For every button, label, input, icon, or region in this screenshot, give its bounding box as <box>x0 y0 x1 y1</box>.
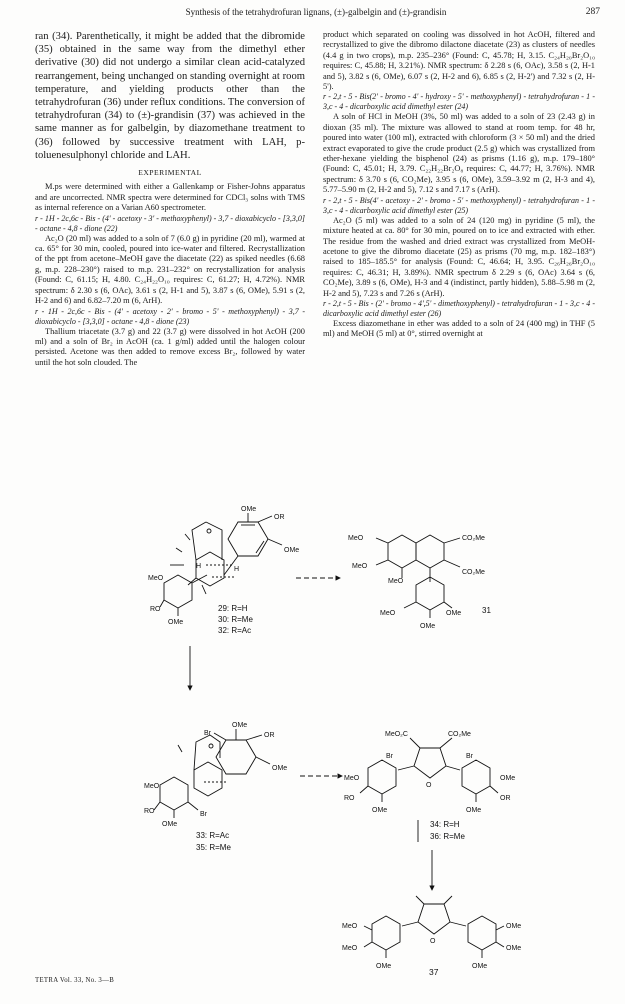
structure-29-30-32 <box>170 513 282 594</box>
meo-label: MeO <box>342 945 358 952</box>
ro-label: RO <box>150 606 161 613</box>
br-label: Br <box>386 753 393 760</box>
br-label: Br <box>466 753 473 760</box>
compound-30-label: 30: R=Me <box>218 615 253 624</box>
page-number: 287 <box>585 7 600 17</box>
ome-label: OMe <box>168 619 184 626</box>
ome-label: OMe <box>446 610 462 617</box>
compound-35-label: 35: R=Me <box>196 843 231 852</box>
running-title: Synthesis of the tetrahydrofuran lignans, (±)-galbelgin and (±)-grandisin <box>185 7 447 17</box>
ome-label: OMe <box>420 623 436 630</box>
meo-label: MeO <box>388 578 404 585</box>
ome-label: OMe <box>472 963 488 970</box>
meo-label: MeO <box>352 563 368 570</box>
structure-31 <box>376 535 460 618</box>
h-label: H <box>234 566 240 573</box>
ome-label: OMe <box>500 775 516 782</box>
compound-26-body: Excess diazomethane in ether was added to a soln of 24 (400 mg) in THF (5 ml) and MeOH (5 ml) at 0°, stirred overnight at <box>323 318 595 339</box>
compound-32-label: 32: R=Ac <box>218 626 252 635</box>
general-methods: M.ps were determined with either a Gallenkamp or Fisher-Johns apparatus and are uncorrected. NMR spectra were determined for CDCl₃ solns with TMS as internal reference on a Varian A60 spectrometer. <box>35 182 305 213</box>
continued-paragraph: product which separated on cooling was dissolved in hot AcOH, filtered and recrystallized to give the dibromo dilactone diacetate (23) as clusters of needles (4.4 g in two crops), m.p. 235–236° (Found: C, 45.78; H, 3.15. C₂₄H₂₀Br₂O₁₀ requires: C, 45.88; H, 3.21%). NMR spectrum: δ 2.28 s (6, OAc), 3.58 s (2, H-1 and 5), 3.82 s (6, OMe), 6.07 s (2, H-2 and 6), 6.85 s (2, H-2') and 7.32 s (2, H-5'). <box>323 30 595 92</box>
compound-36-label: 36: R=Me <box>430 832 465 841</box>
or-label: OR <box>500 795 511 802</box>
ome-label: OMe <box>466 807 482 814</box>
co2me-label: CO₂Me <box>462 569 485 576</box>
compound-37-label: 37 <box>429 967 439 977</box>
compound-29-label: 29: R=H <box>218 604 248 613</box>
ome-label: OMe <box>372 807 388 814</box>
meo-label: MeO <box>380 610 396 617</box>
compound-26-title: r - 2,t - 5 - Bis - (2' - bromo - 4',5' - dimethoxyphenyl) - tetrahydrofuran - 1 - 3,c - 4 - dicarboxylic acid dimethyl ester (26) <box>323 298 595 318</box>
structure-33-35 <box>154 729 270 818</box>
co2me-label: CO₂Me <box>462 535 485 542</box>
ome-label: OMe <box>162 821 178 828</box>
o-label: O <box>430 938 436 945</box>
co2me-label: CO₂Me <box>448 731 471 738</box>
ome-label: OMe <box>241 506 257 513</box>
ome-label: OMe <box>272 765 288 772</box>
ome-label: OMe <box>376 963 392 970</box>
meo-label: MeO <box>144 783 160 790</box>
ome-label: OMe <box>284 547 300 554</box>
compound-22-title: r - 1H - 2c,6c - Bis - (4' - acetoxy - 3' - methoxyphenyl) - 3,7 - dioxabicyclo - [3,3,0] - octane - 4,8 - dione (22) <box>35 213 305 233</box>
compound-34-label: 34: R=H <box>430 820 460 829</box>
ro-label: RO <box>144 808 155 815</box>
meo2c-label: MeO₂C <box>385 731 408 738</box>
o-label: O <box>426 782 432 789</box>
meo-label: MeO <box>344 775 360 782</box>
structure-34-36 <box>360 738 498 802</box>
meo-label: MeO <box>148 575 164 582</box>
compound-24-body: A soln of HCl in MeOH (3%, 50 ml) was added to a soln of 23 (2.43 g) in dioxan (35 ml). The mixture was allowed to stand at room temp. for 48 hr, poured into water (100 ml), extracted with chloroform (3 × 50 ml) and the dried extract evaporated to give the crude product (2.5 g) which was crystallized from ether-hexane yielding the bisphenol (24) as prisms (1.16 g), m.p. 179–180° (Found: C, 45.01; H, 3.79. C₂₂H₂₂Br₂O₈ requires: C, 44.77; H, 3.76%). NMR spectrum: δ 3.70 s (6, CO₂Me), 3.95 s (6, OMe), 3.59–3.92 m (2, H-3 and 4), 5.77–5.90 m (2, H-2 and 5), 7.12 s and 7.17 s (ArH). <box>323 112 595 195</box>
ome-label: OMe <box>506 923 522 930</box>
intro-paragraph: ran (34). Parenthetically, it might be added that the dibromide (35) obtained in the same way from the dimethyl ether derivative (30) did not undergo a similar clean acid-catalyzed rearrangement, being unchanged on standing overnight at room temperature, and yielding products other than the tetrahydrofuran (36) under reflux conditions. The conversion of tetrahydrofuran (34) to (±)-grandisin (37) was achieved in the same manner as for galbelgin, by diazomethane treatment to (36) followed by successive treatment with LAH, p-toluenesulphonyl chloride and LAH. <box>35 31 305 161</box>
or-label: OR <box>274 514 285 521</box>
ome-label: OMe <box>232 722 248 729</box>
lower-aryl-ring-29 <box>160 575 207 616</box>
compound-25-title: r - 2,t - 5 - Bis(4' - acetoxy - 2' - bromo - 5' - methoxyphenyl) - tetrahydrofuran - 1 - 3,c - 4 - dicarboxylic acid dimethyl ester (25) <box>323 195 595 215</box>
compound-33-label: 33: R=Ac <box>196 831 230 840</box>
ome-label: OMe <box>506 945 522 952</box>
meo-label: MeO <box>348 535 364 542</box>
compound-23-title: r - 1H - 2c,6c - Bis - (4' - acetoxy - 2' - bromo - 5' - methoxyphenyl) - 3,7 - dioxabicyclo - [3,3,0] - octane - 4,8 - dione (23) <box>35 306 305 326</box>
h-label: H <box>196 563 202 570</box>
compound-23-body: Thallium triacetate (3.7 g) and 22 (3.7 g) were dissolved in hot AcOH (200 ml) and a soln of Br₂ in AcOH (ca. 1 g/ml) added until the halogen colour persisted. Acetone was then added to remove excess Br₂, followed by water until the hot soln clouded. The <box>35 326 305 367</box>
compound-31-label: 31 <box>482 606 491 615</box>
page-footer: TETRA Vol. 33, No. 3—B <box>35 977 115 984</box>
meo-label: MeO <box>342 923 358 930</box>
structure-37 <box>364 896 504 958</box>
or-label: OR <box>264 732 275 739</box>
br-label: Br <box>200 811 207 818</box>
br-label: Br <box>204 730 211 737</box>
ro-label: RO <box>344 795 355 802</box>
compound-24-title: r - 2,t - 5 - Bis(2' - bromo - 4' - hydroxy - 5' - methoxyphenyl) - tetrahydrofuran - 1 - 3,c - 4 - dicarboxylic acid dimethyl ester (24) <box>323 92 595 112</box>
section-heading: EXPERIMENTAL <box>138 168 202 178</box>
compound-25-body: Ac₂O (5 ml) was added to a soln of 24 (120 mg) in pyridine (5 ml), the mixture heated at ca. 80° for 30 min, poured on to ice and extracted with ether. The residue from the washed and dried extract was crystallized from MeOH-acetone to give the dibromo diacetate (25) as prisms (70 mg, m.p. 182–183°) raised to 185–185.5° for analysis (Found: C, 46.64; H, 3.95. C₂₆H₂₆Br₂O₁₀ requires: C, 46.31; H, 3.89%). NMR spectrum δ 2.29 s (6, OAc) 3.64 s (6, CO₂Me), 3.89 s (6, OMe), H-3 and 4 (indistinct, partly hidden), 5.88–5.98 m (2, H-2 and 5), 7.23 s and 7.26 s (ArH). <box>323 215 595 298</box>
compound-22-body: Ac₂O (20 ml) was added to a soln of 7 (6.0 g) in pyridine (20 ml), warmed at ca. 65° for 30 min, cooled, poured into ice-water and filtered. Recrystallization of the ppt from acetone–MeOH gave the diacetate (22) as spiked needles (6.68 g, m.p. 228–230°) raised to m.p. 231–232° on recrystallization for analysis (Found: C, 61.15; H, 4.80. C₂₄H₂₂O₁₀ requires: C, 61.27; H, 4.72%). NMR spectrum: δ 2.30 s (6, OAc), 3.61 s (2, H-1 and 5), 3.87 s (6, OMe), 5.91 s (2, H-2 and 6) and 6.82–7.20 m (6, ArH). <box>35 233 305 306</box>
